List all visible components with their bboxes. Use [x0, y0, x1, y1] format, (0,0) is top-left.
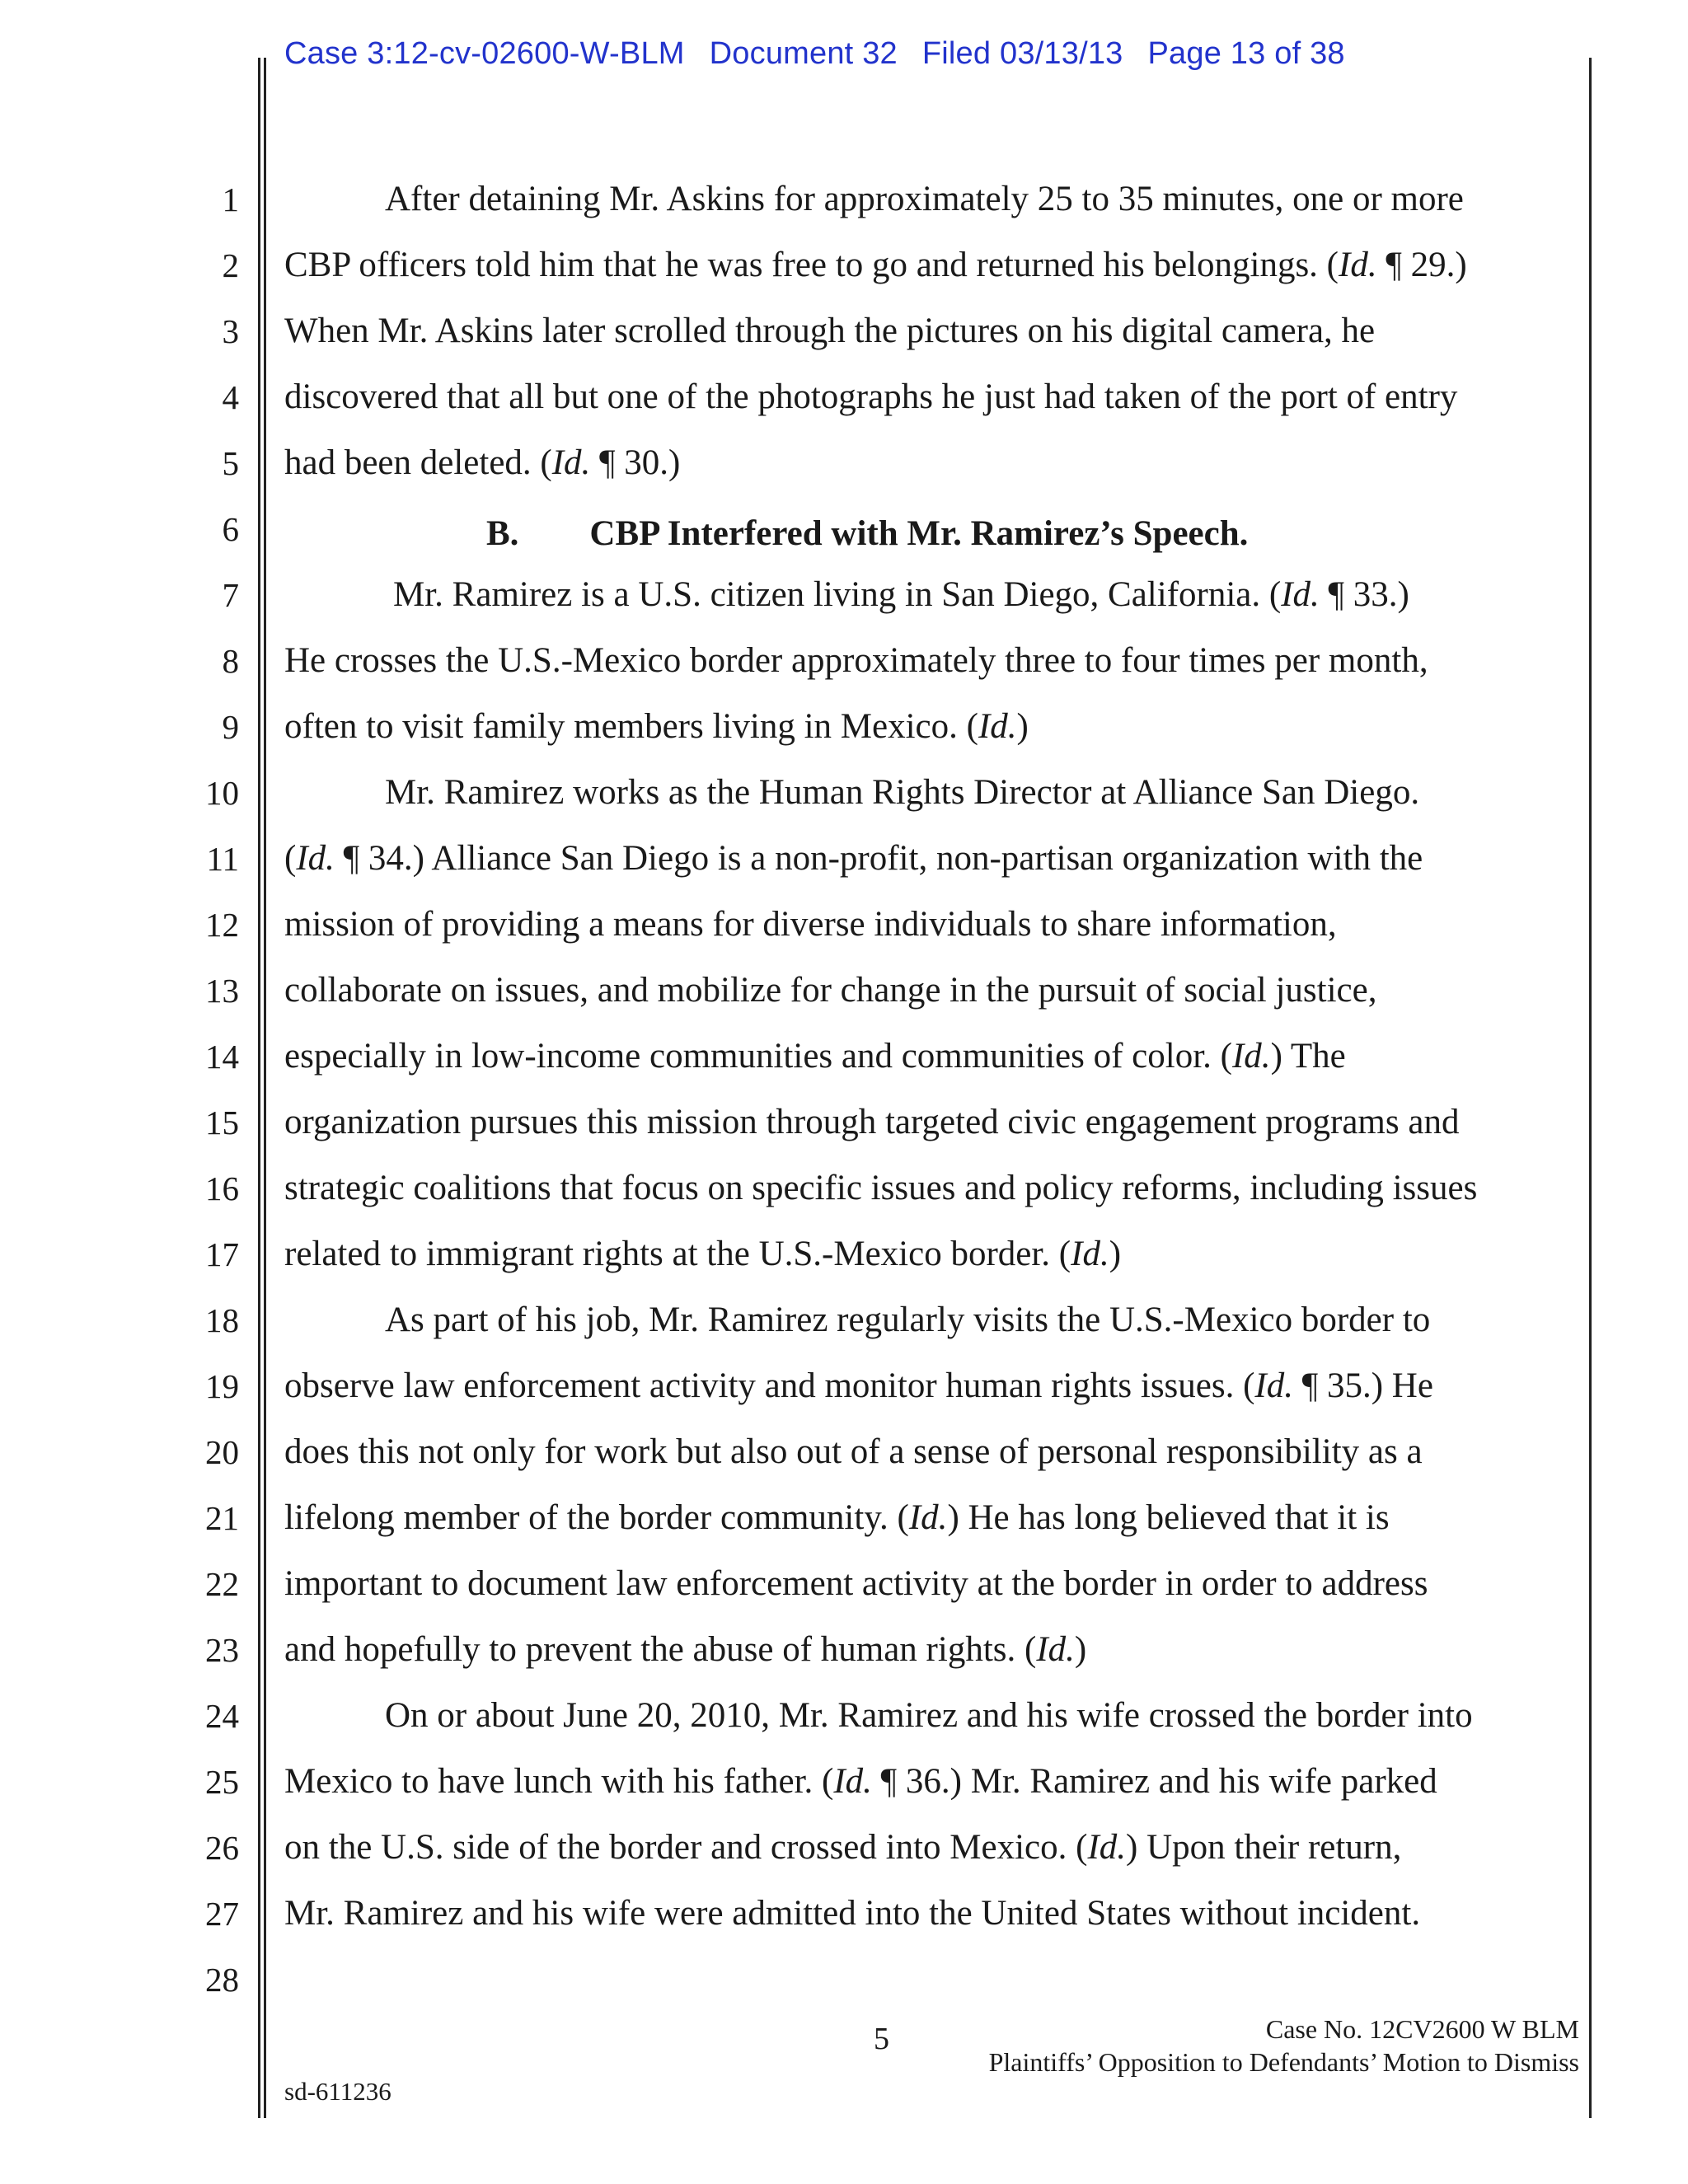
- text-line: Mr. Ramirez and his wife were admitted into the United States without incident.: [284, 1894, 1421, 1933]
- text-line: had been deleted. (Id. ¶ 30.): [284, 443, 681, 482]
- text-line: often to visit family members living in Mexico. (Id.): [284, 707, 1029, 746]
- text-line: As part of his job, Mr. Ramirez regularly visits the U.S.-Mexico border to: [385, 1301, 1431, 1339]
- text-line: Mr. Ramirez works as the Human Rights Director at Alliance San Diego.: [385, 773, 1420, 812]
- line-number: 9: [222, 708, 239, 746]
- footer-case-number: Case No. 12CV2600 W BLM: [1265, 2014, 1579, 2044]
- right-margin-rule: [1589, 58, 1592, 2118]
- text-line: (Id. ¶ 34.) Alliance San Diego is a non-profit, non-partisan organization with the: [284, 839, 1423, 878]
- text-line: When Mr. Askins later scrolled through the pictures on his digital camera, he: [284, 312, 1376, 350]
- text-line: on the U.S. side of the border and crossed into Mexico. (Id.) Upon their return,: [284, 1828, 1402, 1867]
- line-number: 25: [205, 1763, 239, 1801]
- line-number: 16: [205, 1169, 239, 1207]
- line-number: 27: [205, 1895, 239, 1933]
- line-number: 5: [222, 444, 239, 482]
- text-line: strategic coalitions that focus on specific issues and policy reforms, including issues: [284, 1169, 1478, 1207]
- footer-document-title: Plaintiffs’ Opposition to Defendants’ Motion to Dismiss: [988, 2047, 1579, 2077]
- line-number: 1: [222, 180, 239, 218]
- line-number: 28: [205, 1961, 239, 1999]
- line-number: 18: [205, 1301, 239, 1339]
- text-line: After detaining Mr. Askins for approximately 25 to 35 minutes, one or more: [385, 180, 1464, 218]
- text-line: On or about June 20, 2010, Mr. Ramirez and his wife crossed the border into: [385, 1696, 1473, 1735]
- left-margin-rule-inner: [264, 58, 266, 2118]
- text-line: observe law enforcement activity and monitor human rights issues. (Id. ¶ 35.) He: [284, 1366, 1433, 1405]
- line-number: 23: [205, 1631, 239, 1669]
- line-number: 15: [205, 1104, 239, 1141]
- line-number: 7: [222, 576, 239, 614]
- line-number: 22: [205, 1565, 239, 1603]
- line-number: 20: [205, 1433, 239, 1471]
- text-line: mission of providing a means for diverse individuals to share information,: [284, 905, 1337, 944]
- line-number: 21: [205, 1499, 239, 1537]
- line-numbers: [165, 0, 239, 2184]
- text-line: does this not only for work but also out of a sense of personal responsibility as a: [284, 1432, 1423, 1471]
- line-number: 11: [206, 840, 239, 878]
- header-document-number: Document 32: [709, 36, 898, 71]
- header-page-count: Page 13 of 38: [1147, 36, 1345, 71]
- document-body: [284, 0, 1570, 2184]
- line-number: 3: [222, 312, 239, 350]
- line-number: 13: [205, 972, 239, 1010]
- line-number: 12: [205, 906, 239, 944]
- line-number: 4: [222, 378, 239, 416]
- text-line: discovered that all but one of the photographs he just had taken of the port of entry: [284, 377, 1458, 416]
- text-line: collaborate on issues, and mobilize for change in the pursuit of social justice,: [284, 971, 1377, 1010]
- text-line: Mexico to have lunch with his father. (Id. ¶ 36.) Mr. Ramirez and his wife parked: [284, 1762, 1437, 1801]
- line-number: 24: [205, 1697, 239, 1735]
- line-number: 26: [205, 1829, 239, 1867]
- footer-case-caption: [989, 2013, 1579, 2079]
- text-line: related to immigrant rights at the U.S.-Mexico border. (Id.): [284, 1235, 1122, 1273]
- footer-document-id: sd-611236: [284, 2077, 392, 2106]
- text-line: CBP officers told him that he was free to go and returned his belongings. (Id. ¶ 29.): [284, 246, 1467, 284]
- section-heading: B. CBP Interfered with Mr. Ramirez’s Speech.: [486, 514, 1249, 553]
- line-number: 10: [205, 774, 239, 812]
- text-line: Mr. Ramirez is a U.S. citizen living in San Diego, California. (Id. ¶ 33.): [393, 575, 1409, 614]
- text-line: especially in low-income communities and communities of color. (Id.) The: [284, 1037, 1346, 1076]
- text-line: and hopefully to prevent the abuse of human rights. (Id.): [284, 1630, 1087, 1669]
- line-number: 19: [205, 1367, 239, 1405]
- line-number: 17: [205, 1235, 239, 1273]
- header-case-number: Case 3:12-cv-02600-W-BLM: [284, 36, 685, 71]
- text-line: organization pursues this mission through targeted civic engagement programs and: [284, 1103, 1460, 1141]
- line-number: 2: [222, 246, 239, 284]
- left-margin-rule-outer: [258, 58, 260, 2118]
- footer-page-number: 5: [874, 2022, 889, 2056]
- line-number: 8: [222, 642, 239, 680]
- text-line: important to document law enforcement activity at the border in order to address: [284, 1564, 1428, 1603]
- text-line: lifelong member of the border community. (Id.) He has long believed that it is: [284, 1498, 1390, 1537]
- header-filed-date: Filed 03/13/13: [921, 36, 1123, 71]
- line-number: 6: [222, 510, 239, 548]
- text-line: He crosses the U.S.-Mexico border approximately three to four times per month,: [284, 641, 1428, 680]
- line-number: 14: [205, 1038, 239, 1076]
